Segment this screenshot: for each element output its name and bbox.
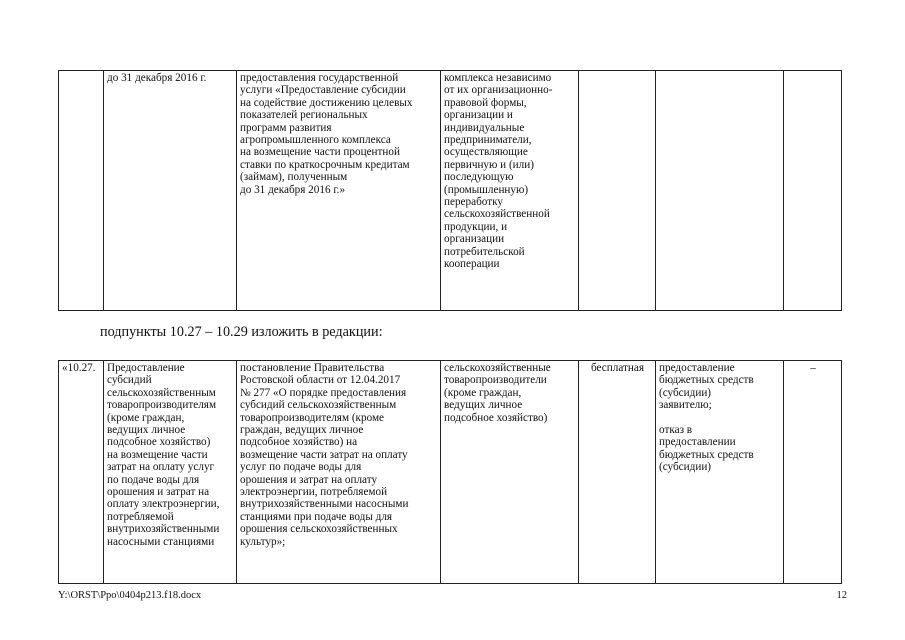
amendment-heading: подпункты 10.27 – 10.29 изложить в редакции: — [100, 324, 383, 340]
page-number: 12 — [836, 590, 847, 601]
number-cell — [59, 71, 104, 311]
result-cell — [656, 71, 784, 311]
number-cell: «10.27. — [59, 361, 104, 584]
fee-cell: бесплатная — [579, 361, 656, 584]
result-cell: предоставление бюджетных средств (субсидии) заявителю; отказ в предоставлении бюджетных средств (субсидии) — [656, 361, 784, 584]
service-name-cell: до 31 декабря 2016 г. — [104, 71, 237, 311]
fee-cell — [579, 71, 656, 311]
service-name-cell: Предоставление субсидий сельскохозяйственным товаропроизводителям (кроме граждан, ведущих личное подсобное хозяйство) на возмещение части затрат на оплату услуг по подаче воды для орошения и затрат на оплату электроэнергии, потребляемой внутрихозяйственными насосными станциями — [104, 361, 237, 584]
note-cell: – — [784, 361, 842, 584]
applicants-cell: комплекса независимо от их организационно- правовой формы, организации и индивидуальные предприниматели, осуществляющие первичную и (или) последующую (промышленную) переработку сельскохозяйственной продукции, и организации потребительской кооперации — [441, 71, 579, 311]
continued-services-table — [58, 70, 842, 311]
amended-services-table — [58, 360, 842, 584]
legal-basis-cell: предоставления государственной услуги «Предоставление субсидии на содействие достижению целевых показателей региональных программ развития агропромышленного комплекса на возмещение части процентной ставки по краткосрочным кредитам (займам), полученным до 31 декабря 2016 г.» — [237, 71, 441, 311]
legal-basis-cell: постановление Правительства Ростовской области от 12.04.2017 № 277 «О порядке предоставления субсидий сельскохозяйственным товаропроизводителям (кроме граждан, ведущих личное подсобное хозяйство) на возмещение части затрат на оплату услуг по подаче воды для орошения и затрат на оплату электроэнергии, потребляемой внутрихозяйственными насосными станциями при подаче воды для орошения сельскохозяйственных культур»; — [237, 361, 441, 584]
note-cell — [784, 71, 842, 311]
table-row — [59, 71, 842, 311]
table-row — [59, 361, 842, 584]
file-path-footer: Y:\ORST\Ppo\0404p213.f18.docx — [58, 590, 202, 601]
applicants-cell: сельскохозяйственные товаропроизводители (кроме граждан, ведущих личное подсобное хозяйство) — [441, 361, 579, 584]
